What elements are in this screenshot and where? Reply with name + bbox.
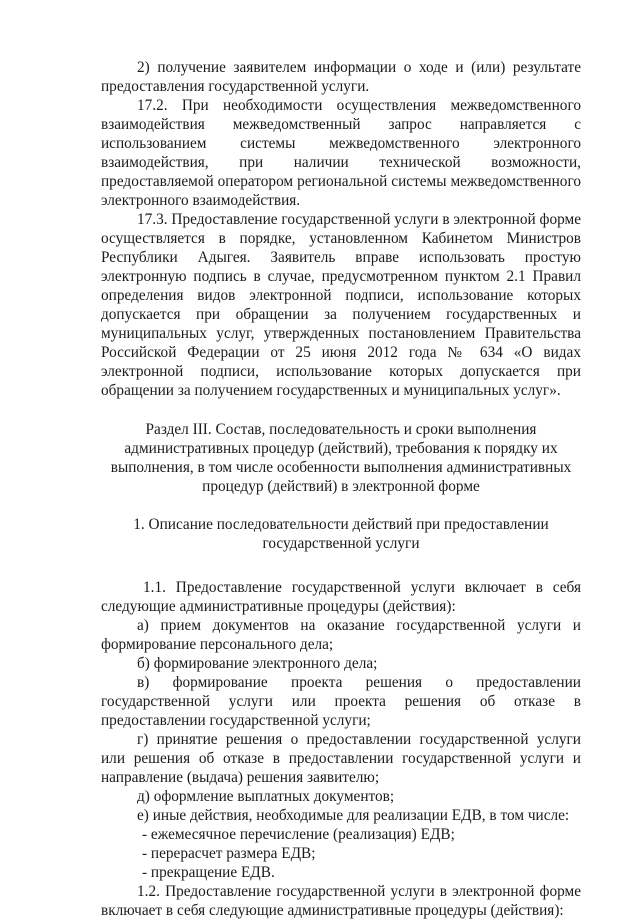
section-heading	[101, 420, 581, 496]
list-item-d: д) оформление выплатных документов;	[137, 788, 395, 805]
section-heading-line: Раздел III. Состав, последовательность и сроки выполнения	[145, 421, 537, 438]
paragraph-17-3: 17.3. Предоставление государственной услуги в электронной форме осуществляется в порядке, установленном Кабинетом Министров Республики Адыгея. Заявитель вправе использовать простую электронную подпись в случае, предусмотренном пунктом 2.1 Правил определения видов электронной подписи, использование которых допускается при обращении за получением государственных и муниципальных услуг, утвержденных постановлением Правительства Российской Федерации от 25 июня 2012 года № 634 «О видах электронной подписи, использование которых допускается при обращении за получением государственных и муниципальных услуг».	[101, 211, 581, 399]
subsection-heading-line: 1. Описание последовательности действий при предоставлении	[133, 516, 549, 533]
section-heading-line: административных процедур (действий), требования к порядку их	[124, 440, 558, 457]
section-heading-line: процедур (действий) в электронной форме	[202, 478, 480, 495]
list-item-g: г) принятие решения о предоставлении государственной услуги или решения об отказе в предоставлении государственной услуги и направление (выдача) решения заявителю;	[101, 731, 581, 786]
paragraph-1-2: 1.2. Предоставление государственной услуги в электронной форме включает в себя следующие административные процедуры (действия):	[101, 883, 581, 919]
paragraph-17-2: 17.2. При необходимости осуществления межведомственного взаимодействия межведомственный запрос направляется с использованием системы межведомственного электронного взаимодействия, при наличии технической возможности, предоставляемой оператором региональной системы межведомственного электронного взаимодействия.	[101, 97, 581, 209]
dash-item: - перерасчет размера ЕДВ;	[142, 845, 316, 862]
paragraph-1-1: 1.1. Предоставление государственной услуги включает в себя следующие административные процедуры (действия):	[101, 579, 581, 615]
paragraph-item-2: 2) получение заявителем информации о ходе и (или) результате предоставления государственной услуги.	[101, 59, 581, 95]
list-item-b: б) формирование электронного дела;	[137, 655, 378, 672]
list-item-a: а) прием документов на оказание государственной услуги и формирование персонального дела;	[101, 617, 581, 653]
list-item-e: е) иные действия, необходимые для реализации ЕДВ, в том числе:	[137, 807, 570, 824]
dash-item: - прекращение ЕДВ.	[142, 864, 275, 881]
section-heading-line: выполнения, в том числе особенности выполнения административных	[110, 459, 572, 476]
subsection-heading	[101, 515, 581, 553]
subsection-heading-line: государственной услуги	[262, 535, 420, 552]
list-item-v: в) формирование проекта решения о предоставлении государственной услуги или проекта решения об отказе в предоставлении государственной услуги;	[101, 674, 581, 729]
dash-item: - ежемесячное перечисление (реализация) ЕДВ;	[142, 826, 455, 843]
